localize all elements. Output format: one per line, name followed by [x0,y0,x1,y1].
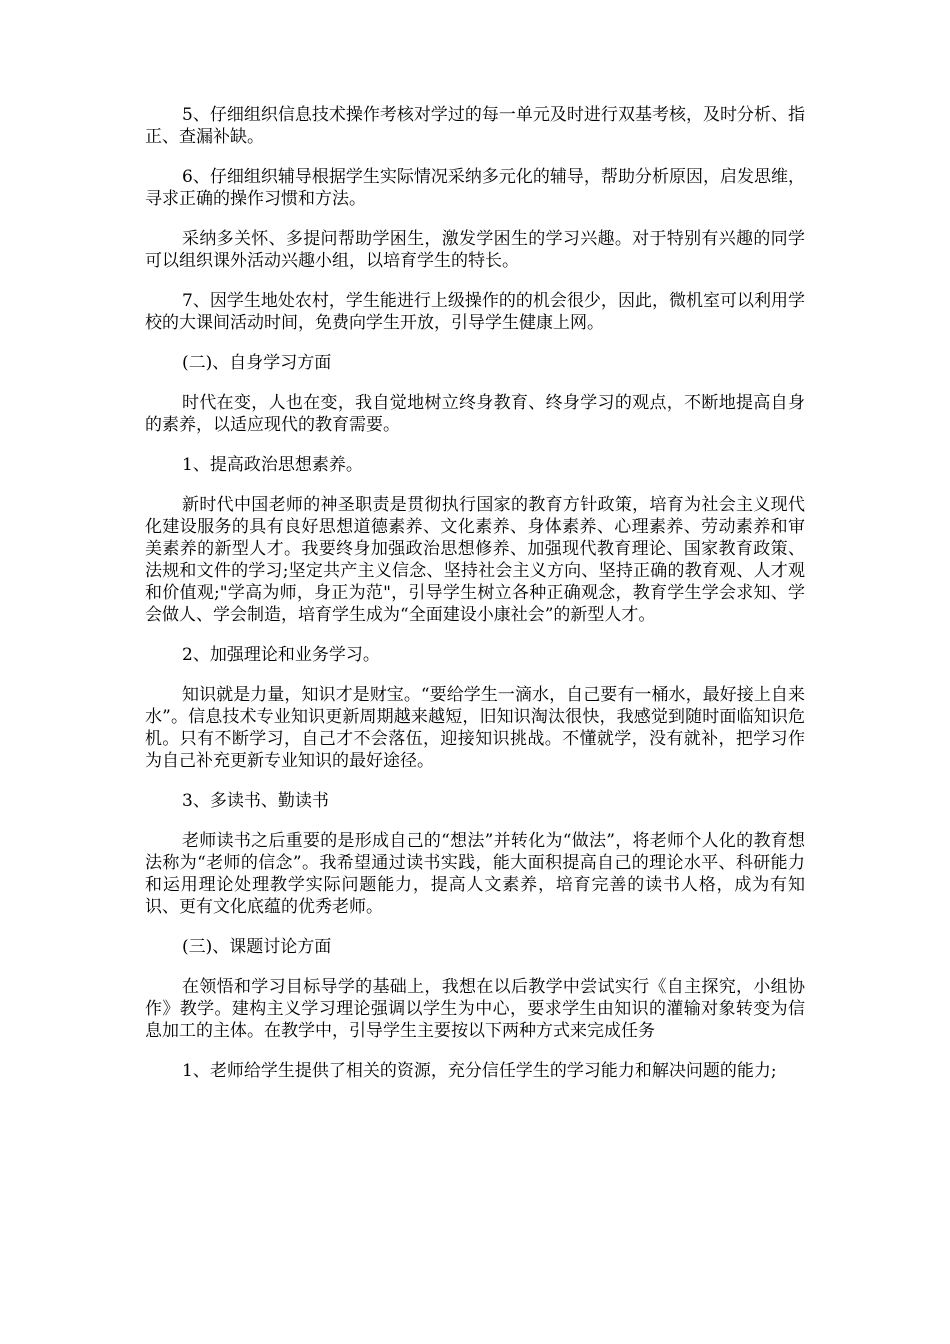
paragraph-item-5-exam: 5、仔细组织信息技术操作考核对学过的每一单元及时进行双基考核，及时分析、指正、查漏补缺。 [145,105,805,147]
subheading-political-quality: 1、提高政治思想素养。 [182,455,363,475]
paragraph-item-6-tutoring: 6、仔细组织辅导根据学生实际情况采纳多元化的辅导，帮助分析原因，启发思维，寻求正确的操作习惯和方法。 [145,167,805,209]
paragraph-teacher-reading: 老师读书之后重要的是形成自己的“想法”并转化为“做法”，将老师个人化的教育想法称为“老师的信念”。我希望通过读书实践，能大面积提高自己的理论水平、科研能力和运用理论处理教学实际问题能力，提高人文素养，培育完善的读书人格，成为有知识、更有文化底蕴的优秀老师。 [145,831,805,917]
subheading-reading: 3、多读书、勤读书 [182,791,329,811]
subheading-theory-study: 2、加强理论和业务学习。 [182,645,380,665]
paragraph-item-7-computer-room: 7、因学生地处农村，学生能进行上级操作的的机会很少，因此，微机室可以利用学校的大课间活动时间，免费向学生开放，引导学生健康上网。 [145,291,805,333]
paragraph-teacher-duty: 新时代中国老师的神圣职责是贯彻执行国家的教育方针政策，培育为社会主义现代化建设服务的具有良好思想道德素养、文化素养、身体素养、心理素养、劳动素养和审美素养的新型人才。我要终身加强政治思想修养、加强现代教育理论、国家教育政策、法规和文件的学习;坚定共产主义信念、坚持社会主义方向、坚持正确的教育观、人才观和价值观;"学高为师，身正为范"，引导学生树立各种正确观念，教育学生学会求知、学会做人、学会制造，培育学生成为“全面建设小康社会”的新型人才。 [145,495,805,625]
document-body [145,104,805,1100]
paragraph-knowledge-power: 知识就是力量，知识才是财宝。“要给学生一滴水，自己要有一桶水，最好接上自来水”。信息技术专业知识更新周期越来越短，旧知识淘汰很快，我感觉到随时面临知识危机。只有不断学习，自己才不会落伍，迎接知识挑战。不懂就学，没有就补，把学习作为自己补充更新专业知识的最好途径。 [145,685,805,771]
paragraph-item-1-resources: 1、老师给学生提供了相关的资源，充分信任学生的学习能力和解决问题的能力; [182,1061,777,1081]
section-heading-self-study: (二)、自身学习方面 [182,353,332,373]
paragraph-struggling-students: 采纳多关怀、多提问帮助学困生，激发学困生的学习兴趣。对于特别有兴趣的同学可以组织课外活动兴趣小组，以培育学生的特长。 [145,229,805,271]
section-heading-research: (三)、课题讨论方面 [182,937,332,957]
paragraph-lifelong-learning: 时代在变，人也在变，我自觉地树立终身教育、终身学习的观点，不断地提高自身的素养，以适应现代的教育需要。 [145,393,805,435]
paragraph-inquiry-teaching: 在领悟和学习目标导学的基础上，我想在以后教学中尝试实行《自主探究，小组协作》教学。建构主义学习理论强调以学生为中心，要求学生由知识的灌输对象转变为信息加工的主体。在教学中，引导学生主要按以下两种方式来完成任务 [145,977,805,1041]
